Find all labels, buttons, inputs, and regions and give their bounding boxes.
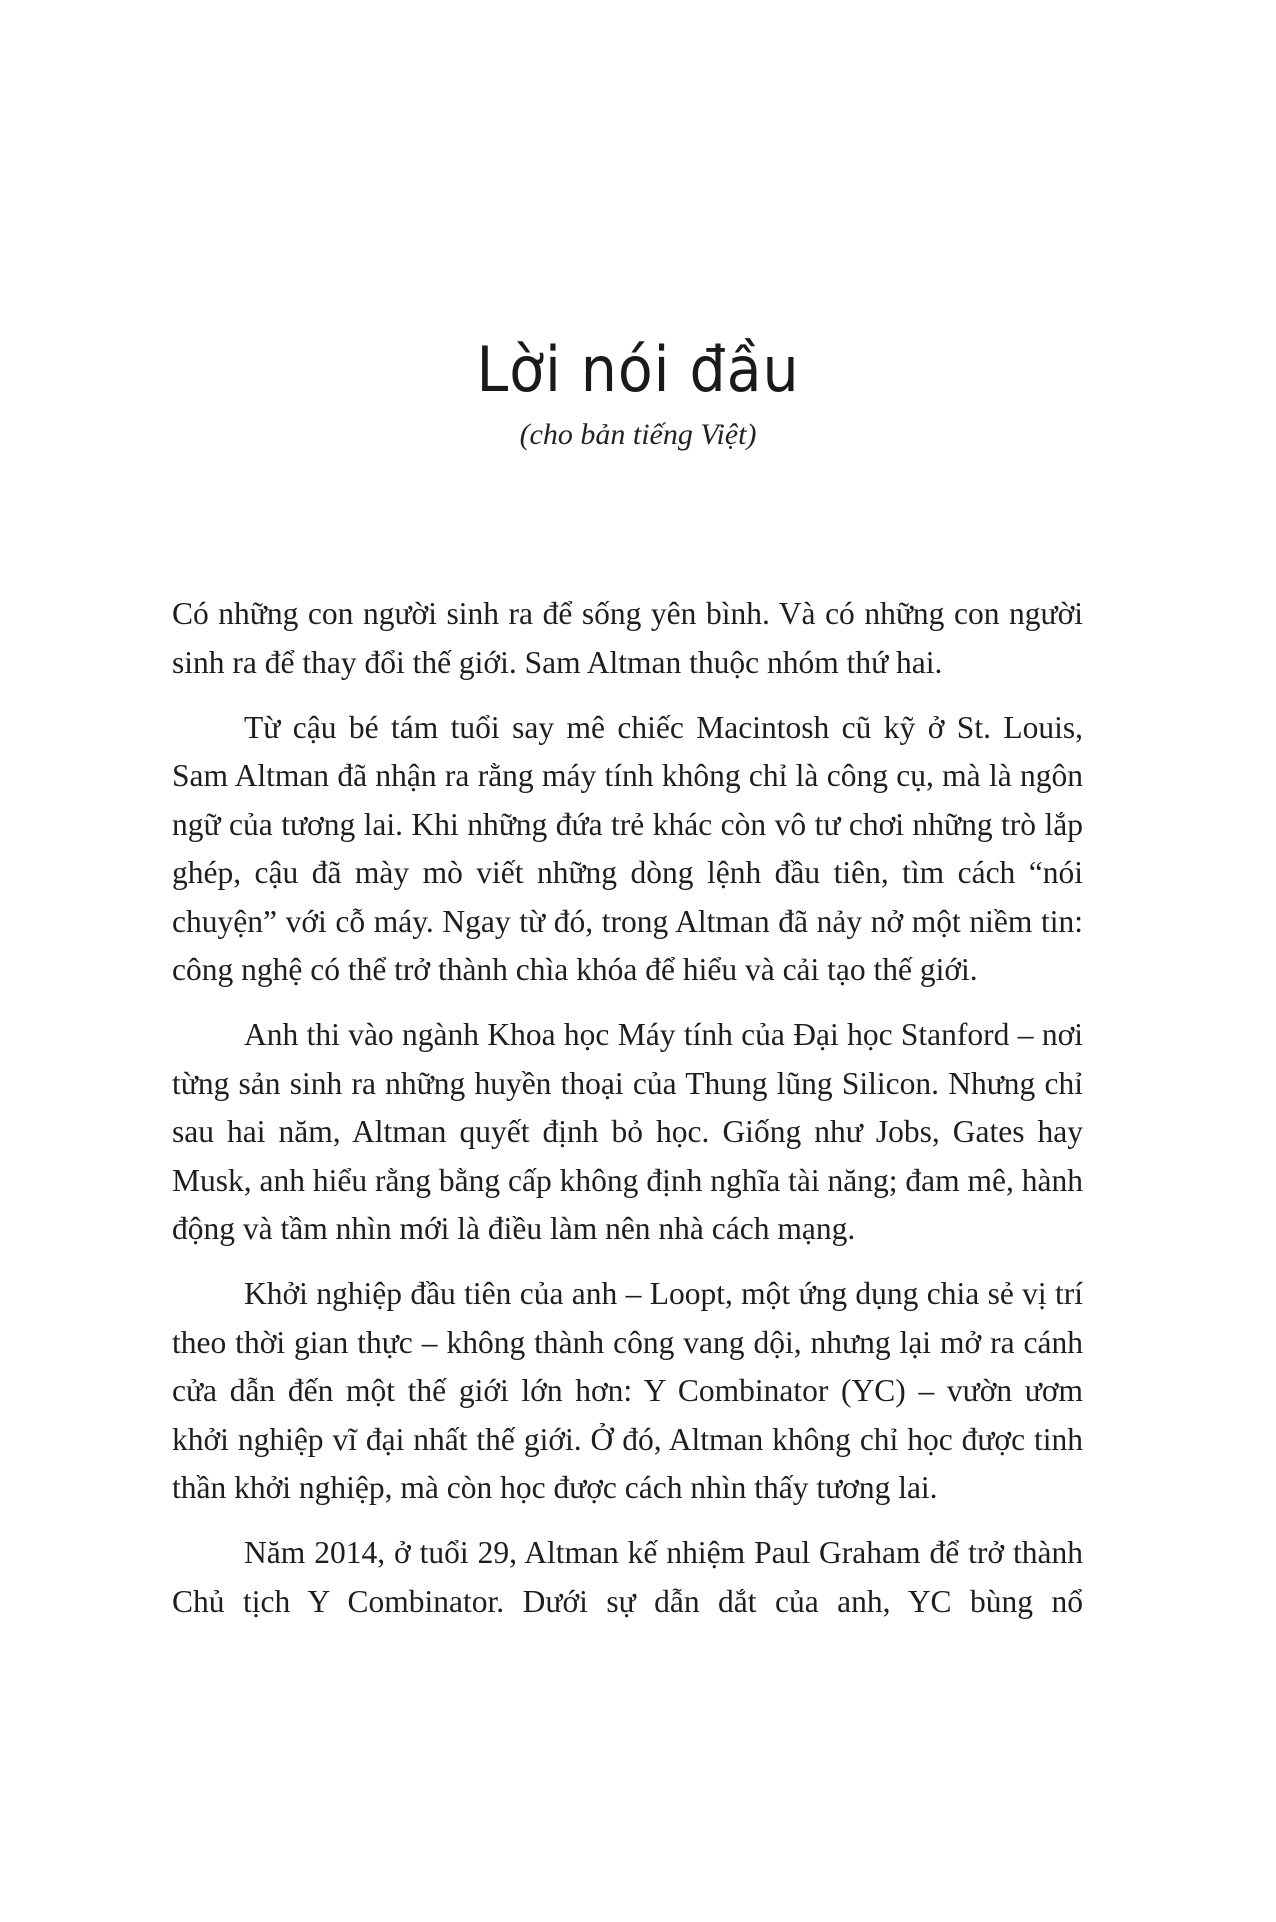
paragraph-5: Năm 2014, ở tuổi 29, Altman kế nhiệm Paul Graham để trở thành Chủ tịch Y Combinator. Dưới sự dẫn dắt của anh, YC bùng nổ xyxy=(172,1535,1083,1619)
paragraph-3: Anh thi vào ngành Khoa học Máy tính của Đại học Stanford – nơi từng sản sinh ra những huyền thoại của Thung lũng Silicon. Nhưng chỉ sau hai năm, Altman quyết định bỏ học. Giống như Jobs, Gates hay Musk, anh hiểu rằng bằng cấp không định nghĩa tài năng; đam mê, hành động và tầm nhìn mới là điều làm nên nhà cách mạng. xyxy=(172,1017,1083,1246)
paragraph-2: Từ cậu bé tám tuổi say mê chiếc Macintosh cũ kỹ ở St. Louis, Sam Altman đã nhận ra rằng máy tính không chỉ là công cụ, mà là ngôn ngữ của tương lai. Khi những đứa trẻ khác còn vô tư chơi những trò lắp ghép, cậu đã mày mò viết những dòng lệnh đầu tiên, tìm cách “nói chuyện” với cỗ máy. Ngay từ đó, trong Altman đã nảy nở một niềm tin: công nghệ có thể trở thành chìa khóa để hiểu và cải tạo thế giới. xyxy=(172,709,1083,987)
paragraph-1: Có những con người sinh ra để sống yên bình. Và có những con người sinh ra để thay đổi thế giới. Sam Altman thuộc nhóm thứ hai. xyxy=(172,596,1083,680)
page-subtitle: (cho bản tiếng Việt) xyxy=(519,418,757,451)
page-title: Lời nói đầu xyxy=(476,333,800,406)
body-text xyxy=(172,590,1083,1643)
paragraph-4: Khởi nghiệp đầu tiên của anh – Loopt, một ứng dụng chia sẻ vị trí theo thời gian thực – không thành công vang dội, nhưng lại mở ra cánh cửa dẫn đến một thế giới lớn hơn: Y Combinator (YC) – vườn ươm khởi nghiệp vĩ đại nhất thế giới. Ở đó, Altman không chỉ học được tinh thần khởi nghiệp, mà còn học được cách nhìn thấy tương lai. xyxy=(172,1276,1083,1505)
